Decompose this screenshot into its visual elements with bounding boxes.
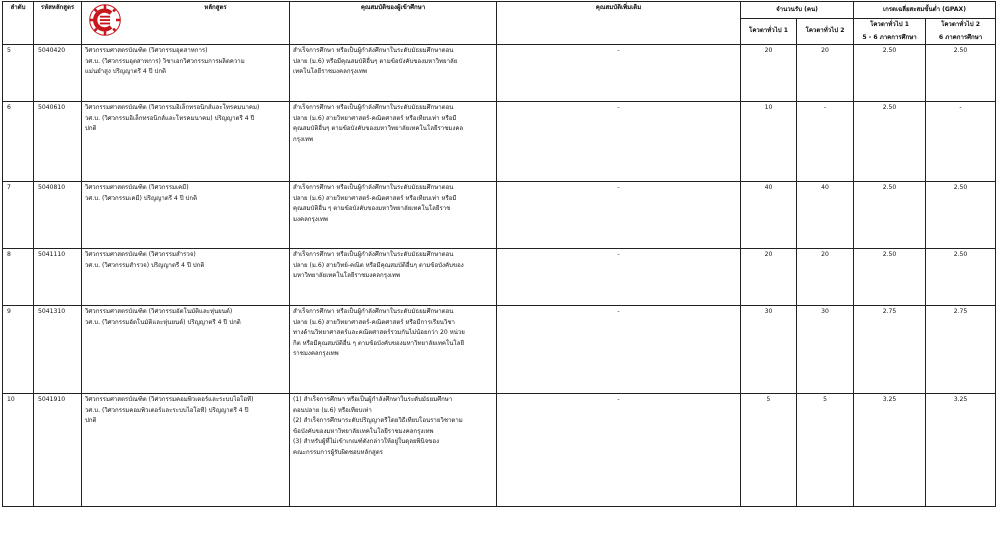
row-program-line: วศ.บ. (วิศวกรรมอัตโนมัติและหุ่นยนต์) ปริญญาตรี 4 ปี ปกติ: [85, 318, 241, 326]
row-quota1: 20: [741, 45, 797, 102]
row-code: 5040420: [34, 45, 82, 102]
row-program-line: วิศวกรรมศาสตรบัณฑิต (วิศวกรรมอิเล็กทรอนิกส์และโทรคมนาคม): [85, 104, 260, 111]
row-gpax1: 2.50: [854, 249, 926, 306]
row-qualification-line: มหาวิทยาลัยเทคโนโลยีราชมงคลกรุงเทพ: [293, 272, 401, 279]
row-qualification: [290, 394, 497, 507]
row-quota2: 30: [797, 306, 854, 394]
row-extra: -: [497, 249, 741, 306]
header-no: ลำดับ: [3, 2, 34, 45]
header-qualification: คุณสมบัติของผู้เข้าศึกษา: [290, 2, 497, 45]
row-qualification-line: คณะกรรมการผู้รับผิดชอบหลักสูตร: [293, 448, 383, 456]
row-no: 5: [3, 45, 34, 102]
row-extra: -: [497, 45, 741, 102]
row-qualification-line: ปลาย (ม.6) สายวิทยาศาสตร์-คณิตศาสตร์ หรือมีการเรียนวิชา: [293, 318, 455, 326]
admission-table: [2, 1, 996, 507]
header-gpax2-sub: 6 ภาคการศึกษา: [926, 32, 996, 45]
row-qualification-line: ทางด้านวิทยาศาสตร์และคณิตศาสตร์รวมกันไม่น้อยกว่า 20 หน่วย: [293, 329, 465, 336]
row-gpax2: -: [926, 102, 996, 182]
row-qualification-line: ปลาย (ม.6) หรือมีคุณสมบัติอื่นๆ ตามข้อบังคับของมหาวิทยาลัย: [293, 57, 458, 65]
row-no: 6: [3, 102, 34, 182]
row-program-line: วศ.บ. (วิศวกรรมอิเล็กทรอนิกส์และโทรคมนาคม) ปริญญาตรี 4 ปี: [85, 114, 255, 122]
table-body: [3, 45, 996, 507]
row-qualification: [290, 306, 497, 394]
header-gpax-group: เกรดเฉลี่ยสะสมขั้นต่ำ (GPAX): [854, 2, 996, 19]
row-no: 8: [3, 249, 34, 306]
row-program: [82, 102, 290, 182]
row-qualification-line: กรุงเทพ: [293, 135, 314, 143]
row-program-line: วิศวกรรมศาสตรบัณฑิต (วิศวกรรมเคมี): [85, 184, 189, 191]
row-gpax2: 2.50: [926, 249, 996, 306]
row-qualification-line: สำเร็จการศึกษา หรือเป็นผู้กำลังศึกษาในระดับมัธยมศึกษาตอน: [293, 184, 454, 191]
row-program: [82, 394, 290, 507]
header-gpax1: โควตาทั่วไป 1: [854, 19, 926, 32]
row-program: [82, 249, 290, 306]
row-program-line: วิศวกรรมศาสตรบัณฑิต (วิศวกรรมคอมพิวเตอร์และระบบไอโอที): [85, 396, 254, 403]
row-qualification-line: มงคลกรุงเทพ: [293, 215, 328, 223]
header-row-1: [3, 2, 996, 19]
row-extra: -: [497, 306, 741, 394]
header-quota-group: จำนวนรับ (คน): [741, 2, 854, 19]
row-program: [82, 306, 290, 394]
header-gpax1-sub: 5 - 6 ภาคการศึกษา: [854, 32, 926, 45]
row-qualification: [290, 182, 497, 249]
row-gpax2: 2.75: [926, 306, 996, 394]
row-qualification-line: สำเร็จการศึกษา หรือเป็นผู้กำลังศึกษาในระดับมัธยมศึกษาตอน: [293, 251, 454, 258]
row-qualification-line: (2) สำเร็จการศึกษาระดับปริญญาตรีโดยวิธีเทียบโอนรายวิชาตาม: [293, 417, 463, 424]
row-quota1: 20: [741, 249, 797, 306]
row-qualification-line: สำเร็จการศึกษา หรือเป็นผู้กำลังศึกษาในระดับมัธยมศึกษาตอน: [293, 47, 454, 54]
row-qualification-line: สำเร็จการศึกษา หรือเป็นผู้กำลังศึกษาในระดับมัธยมศึกษาตอน: [293, 308, 454, 315]
row-gpax1: 2.50: [854, 182, 926, 249]
row-extra: -: [497, 102, 741, 182]
row-program-line: วศ.บ. (วิศวกรรมสำรวจ) ปริญญาตรี 4 ปี ปกติ: [85, 261, 205, 269]
row-code: 5041110: [34, 249, 82, 306]
row-program-line: วิศวกรรมศาสตรบัณฑิต (วิศวกรรมอุตสาหการ): [85, 47, 208, 54]
row-gpax1: 2.50: [854, 45, 926, 102]
row-gpax2: 2.50: [926, 182, 996, 249]
row-qualification: [290, 249, 497, 306]
row-program-line: วิศวกรรมศาสตรบัณฑิต (วิศวกรรมสำรวจ): [85, 251, 196, 258]
row-qualification: [290, 45, 497, 102]
table-row: [3, 45, 996, 102]
row-code: 5040610: [34, 102, 82, 182]
header-quota1: โควตาทั่วไป 1: [741, 19, 797, 45]
row-quota2: 5: [797, 394, 854, 507]
document-page: [0, 1, 1000, 545]
row-qualification-line: กิต หรือมีคุณสมบัติอื่น ๆ ตามข้อบังคับของมหาวิทยาลัยเทคโนโลยี: [293, 339, 465, 347]
row-program-line: ปกติ: [85, 125, 97, 132]
row-gpax1: 2.50: [854, 102, 926, 182]
table-row: [3, 102, 996, 182]
row-extra: -: [497, 394, 741, 507]
row-qualification-line: สำเร็จการศึกษา หรือเป็นผู้กำลังศึกษาในระดับมัธยมศึกษาตอน: [293, 104, 454, 111]
row-qualification-line: (3) สำหรับผู้ที่ไม่เข้าเกณฑ์ดังกล่าวให้อยู่ในดุลยพินิจของ: [293, 438, 440, 445]
row-qualification-line: ราชมงคลกรุงเทพ: [293, 350, 339, 357]
row-quota2: 20: [797, 45, 854, 102]
row-gpax1: 3.25: [854, 394, 926, 507]
row-no: 9: [3, 306, 34, 394]
row-quota2: -: [797, 102, 854, 182]
row-gpax2: 3.25: [926, 394, 996, 507]
row-program-line: ปกติ: [85, 417, 97, 424]
row-gpax2: 2.50: [926, 45, 996, 102]
row-qualification-line: คุณสมบัติอื่น ๆ ตามข้อบังคับของมหาวิทยาลัยเทคโนโลยีราช: [293, 205, 451, 212]
row-program-line: วศ.บ. (วิศวกรรมเคมี) ปริญญาตรี 4 ปี ปกติ: [85, 194, 198, 202]
row-no: 7: [3, 182, 34, 249]
row-qualification-line: ตอนปลาย (ม.6) หรือเทียบเท่า: [293, 406, 372, 414]
row-code: 5041310: [34, 306, 82, 394]
row-quota2: 20: [797, 249, 854, 306]
row-qualification-line: (1) สำเร็จการศึกษา หรือเป็นผู้กำลังศึกษาในระดับมัธยมศึกษา: [293, 396, 453, 403]
row-quota1: 5: [741, 394, 797, 507]
row-program-line: วิศวกรรมศาสตรบัณฑิต (วิศวกรรมอัตโนมัติและหุ่นยนต์): [85, 308, 233, 315]
row-program: [82, 182, 290, 249]
row-no: 10: [3, 394, 34, 507]
header-program-label: หลักสูตร: [204, 4, 227, 11]
row-qualification: [290, 102, 497, 182]
row-code: 5041910: [34, 394, 82, 507]
table-row: [3, 182, 996, 249]
row-qualification-line: คุณสมบัติอื่นๆ ตามข้อบังคับของมหาวิทยาลัยเทคโนโลยีราชมงคล: [293, 125, 464, 132]
row-gpax1: 2.75: [854, 306, 926, 394]
table-row: [3, 249, 996, 306]
header-code: รหัสหลักสูตร: [34, 2, 82, 45]
row-extra: -: [497, 182, 741, 249]
row-program-line: วศ.บ. (วิศวกรรมอุตสาหการ) วิชาเอกวิศวกรรมการผลิตความ: [85, 57, 245, 65]
header-extra: คุณสมบัติเพิ่มเติม: [497, 2, 741, 45]
row-qualification-line: เทคโนโลยีราชมงคลกรุงเทพ: [293, 68, 367, 75]
header-quota2: โควตาทั่วไป 2: [797, 19, 854, 45]
header-gpax2: โควตาทั่วไป 2: [926, 19, 996, 32]
row-qualification-line: ปลาย (ม.6) สายวิทย์-คณิต หรือมีคุณสมบัติอื่นๆ ตามข้อบังคับของ: [293, 261, 464, 269]
table-row: [3, 394, 996, 507]
table-row: [3, 306, 996, 394]
row-qualification-line: ข้อบังคับของมหาวิทยาลัยเทคโนโลยีราชมงคลกรุงเทพ: [293, 427, 434, 435]
row-program-line: แม่นยำสูง ปริญญาตรี 4 ปี ปกติ: [85, 68, 166, 75]
header-program: [82, 2, 290, 45]
row-program: [82, 45, 290, 102]
row-qualification-line: ปลาย (ม.6) สายวิทยาศาสตร์-คณิตศาสตร์ หรือเทียบเท่า หรือมี: [293, 114, 457, 122]
row-quota2: 40: [797, 182, 854, 249]
row-quota1: 10: [741, 102, 797, 182]
row-quota1: 30: [741, 306, 797, 394]
row-quota1: 40: [741, 182, 797, 249]
row-code: 5040810: [34, 182, 82, 249]
row-program-line: วศ.บ. (วิศวกรรมคอมพิวเตอร์และระบบไอโอที) ปริญญาตรี 4 ปี: [85, 406, 249, 414]
row-qualification-line: ปลาย (ม.6) สายวิทยาศาสตร์-คณิตศาสตร์ หรือเทียบเท่า หรือมี: [293, 194, 457, 202]
